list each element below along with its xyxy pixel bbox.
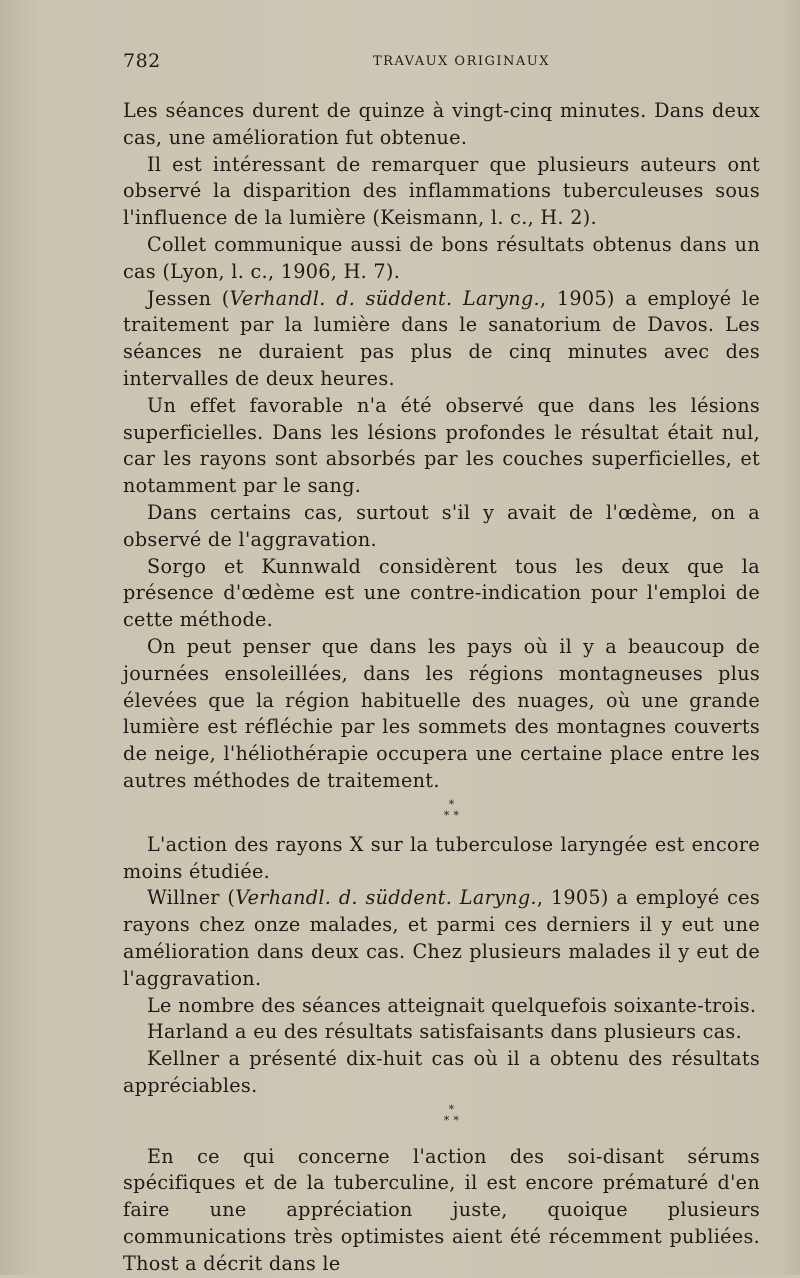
asterism-top: *	[448, 797, 455, 811]
page-number: 782	[123, 50, 161, 72]
paragraph	[123, 286, 760, 393]
paragraph: En ce qui concerne l'action des soi-disant sérums spécifiques et de la tuberculine, il est encore prématuré d'en faire une appréciation juste, quoique plusieurs communications très optimistes aient été récemment publiées. Thost a décrit dans le	[123, 1144, 760, 1275]
section-asterism	[123, 799, 760, 821]
paragraph: Il est intéressant de remarquer que plusieurs auteurs ont observé la disparition des inflammations tuberculeuses sous l'influence de la lumière (Keismann, l. c., H. 2).	[123, 152, 760, 230]
paragraph-text: Willner (	[147, 886, 236, 910]
paragraph-text: Jessen (	[147, 286, 230, 310]
asterism-bottom: * *	[443, 1113, 460, 1127]
paragraph: Le nombre des séances atteignait quelquefois soixante-trois.	[147, 993, 757, 1017]
paragraph: Collet communique aussi de bons résultats obtenus dans un cas (Lyon, l. c., 1906, H. 7).	[123, 232, 760, 283]
citation-italic: Verhandl. d. süddent. Laryng.	[235, 886, 537, 910]
paragraph-text: , 1905) a employé le traitement par la lumière dans le sanatorium de Davos. Les séances ne duraient pas plus de cinq minutes avec des intervalles de deux heures.	[123, 286, 760, 390]
citation-italic: Verhandl. d. süddent. Laryng.	[229, 286, 540, 310]
paragraph: Les séances durent de quinze à vingt-cinq minutes. Dans deux cas, une amélioration fut obtenue.	[123, 99, 760, 149]
paragraph: L'action des rayons X sur la tuberculose laryngée est encore moins étudiée.	[123, 832, 760, 883]
asterism-bottom: * *	[443, 808, 460, 822]
paragraph: Dans certains cas, surtout s'il y avait de l'œdème, on a observé de l'aggravation.	[123, 500, 760, 551]
paragraph-text: , 1905) a employé ces rayons chez onze malades, et parmi ces derniers il y eut une amélioration dans deux cas. Chez plusieurs malades il y eut de l'aggravation.	[123, 886, 760, 990]
asterism-top: *	[448, 1102, 455, 1116]
paragraph: Un effet favorable n'a été observé que dans les lésions superficielles. Dans les lésions profondes le résultat était nul, car les rayons sont absorbés par les couches superficielles, et notamment par le sang.	[123, 393, 760, 498]
running-head: TRAVAUX ORIGINAUX	[372, 54, 550, 69]
paragraph: On peut penser que dans les pays où il y a beaucoup de journées ensoleillées, dans les régions montagneuses plus élevées que la région habituelle des nuages, où une grande lumière est réfléchie par les sommets des montagnes couverts de neige, l'héliothérapie occupera une certaine place entre les autres méthodes de traitement.	[123, 634, 760, 792]
paragraph	[123, 885, 760, 992]
body-text	[123, 98, 760, 1278]
page-header	[123, 50, 760, 78]
paragraph: Sorgo et Kunnwald considèrent tous les deux que la présence d'œdème est une contre-indication pour l'emploi de cette méthode.	[123, 554, 760, 632]
paragraph: Kellner a présenté dix-huit cas où il a obtenu des résultats appréciables.	[123, 1047, 760, 1097]
section-asterism	[123, 1104, 760, 1126]
paragraph: Harland a eu des résultats satisfaisants dans plusieurs cas.	[147, 1020, 742, 1044]
